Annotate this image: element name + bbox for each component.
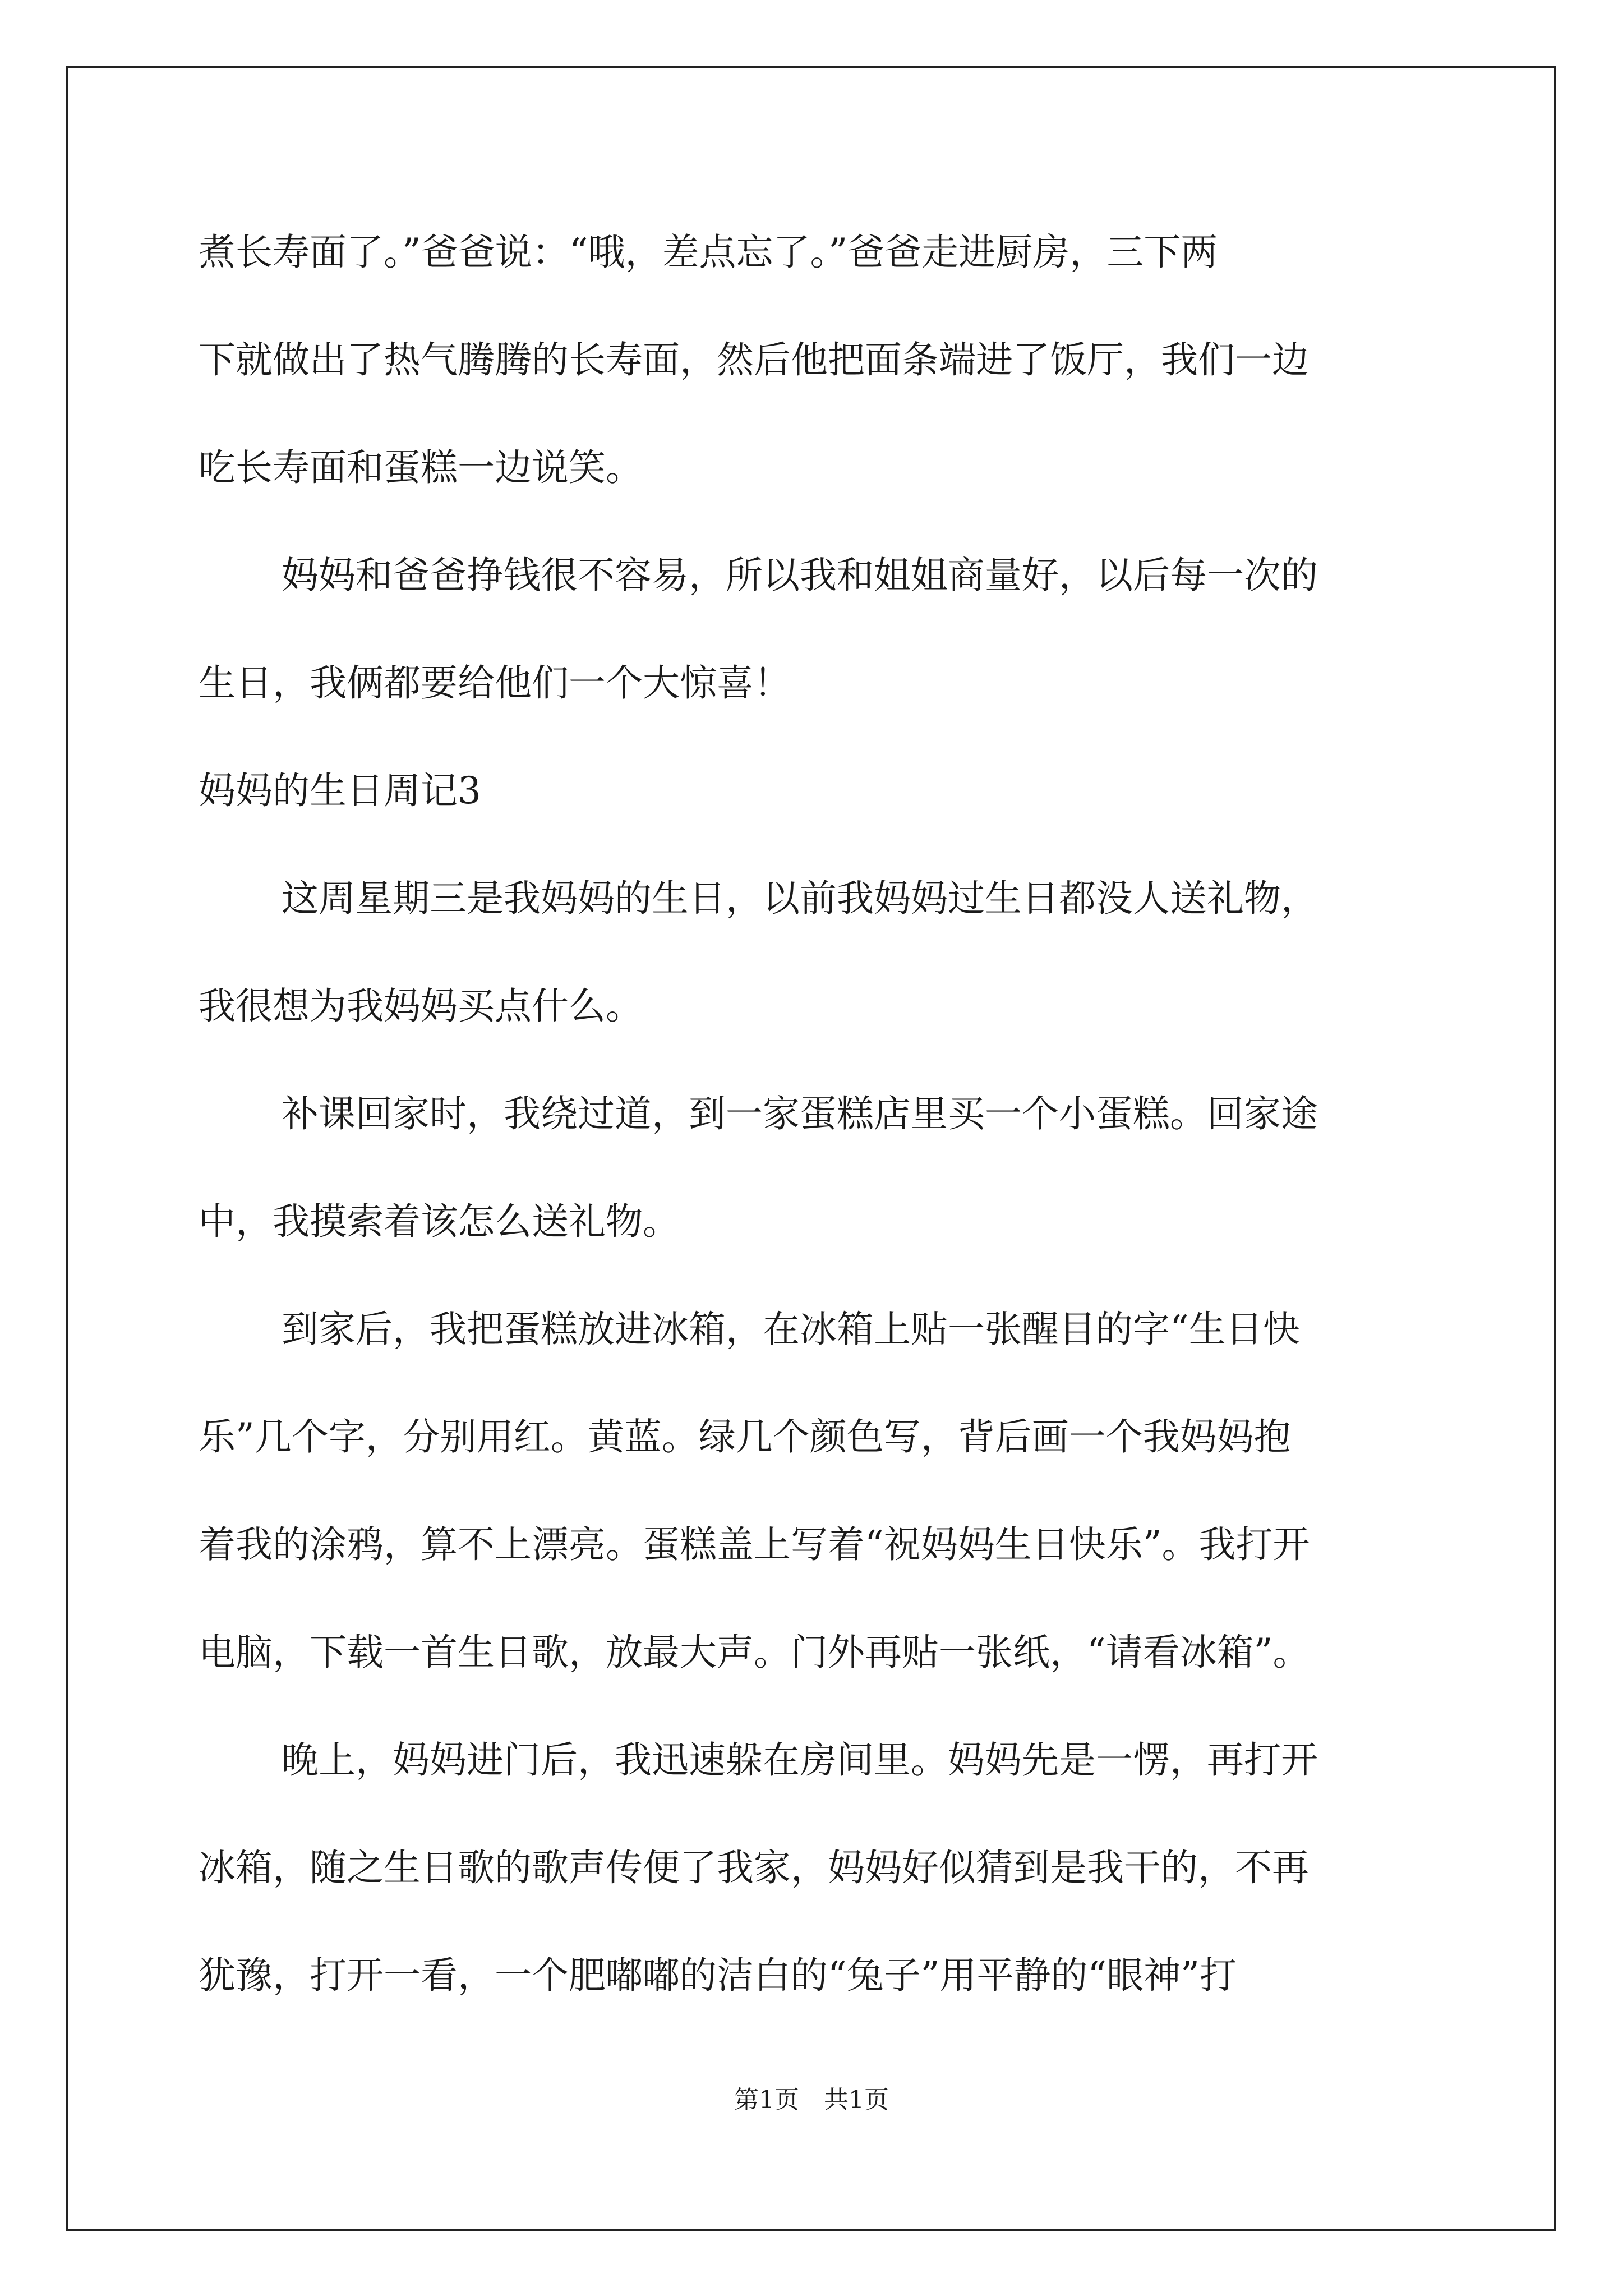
section-heading: 妈妈的生日周记3 <box>199 769 481 812</box>
paragraph-start-line: 这周星期三是我妈妈的生日，以前我妈妈过生日都没人送礼物， <box>282 877 1318 920</box>
body-text-line: 生日，我俩都要给他们一个大惊喜！ <box>199 661 791 705</box>
paragraph-start-line: 补课回家时，我绕过道，到一家蛋糕店里买一个小蛋糕。回家途 <box>282 1092 1318 1135</box>
body-text-line: 着我的涂鸦，算不上漂亮。蛋糕盖上写着“祝妈妈生日快乐”。我打开 <box>199 1523 1310 1566</box>
body-text-line: 我很想为我妈妈买点什么。 <box>199 984 643 1028</box>
page-border <box>66 66 1556 2231</box>
body-text-line: 煮长寿面了。”爸爸说：“哦，差点忘了。”爸爸走进厨房，三下两 <box>199 231 1218 274</box>
paragraph-start-line: 晚上，妈妈进门后，我迅速躲在房间里。妈妈先是一愣，再打开 <box>282 1738 1318 1782</box>
body-text-line: 冰箱，随之生日歌的歌声传便了我家，妈妈好似猜到是我干的，不再 <box>199 1846 1309 1889</box>
body-text-line: 下就做出了热气腾腾的长寿面，然后他把面条端进了饭厅，我们一边 <box>199 338 1309 381</box>
body-text-line: 犹豫，打开一看，一个肥嘟嘟的洁白的“兔子”用平静的“眼神”打 <box>199 1954 1237 1997</box>
page-footer: 第1页 共1页 <box>734 2086 889 2114</box>
paragraph-start-line: 妈妈和爸爸挣钱很不容易，所以我和姐姐商量好，以后每一次的 <box>282 554 1318 597</box>
paragraph-start-line: 到家后，我把蛋糕放进冰箱，在冰箱上贴一张醒目的字“生日快 <box>282 1308 1300 1351</box>
body-text-line: 乐”几个字，分别用红。黄蓝。绿几个颜色写，背后画一个我妈妈抱 <box>199 1415 1291 1458</box>
body-text-line: 电脑，下载一首生日歌，放最大声。门外再贴一张纸，“请看冰箱”。 <box>199 1631 1310 1674</box>
body-text-line: 吃长寿面和蛋糕一边说笑。 <box>199 446 643 489</box>
body-text-line: 中，我摸索着该怎么送礼物。 <box>199 1200 680 1243</box>
